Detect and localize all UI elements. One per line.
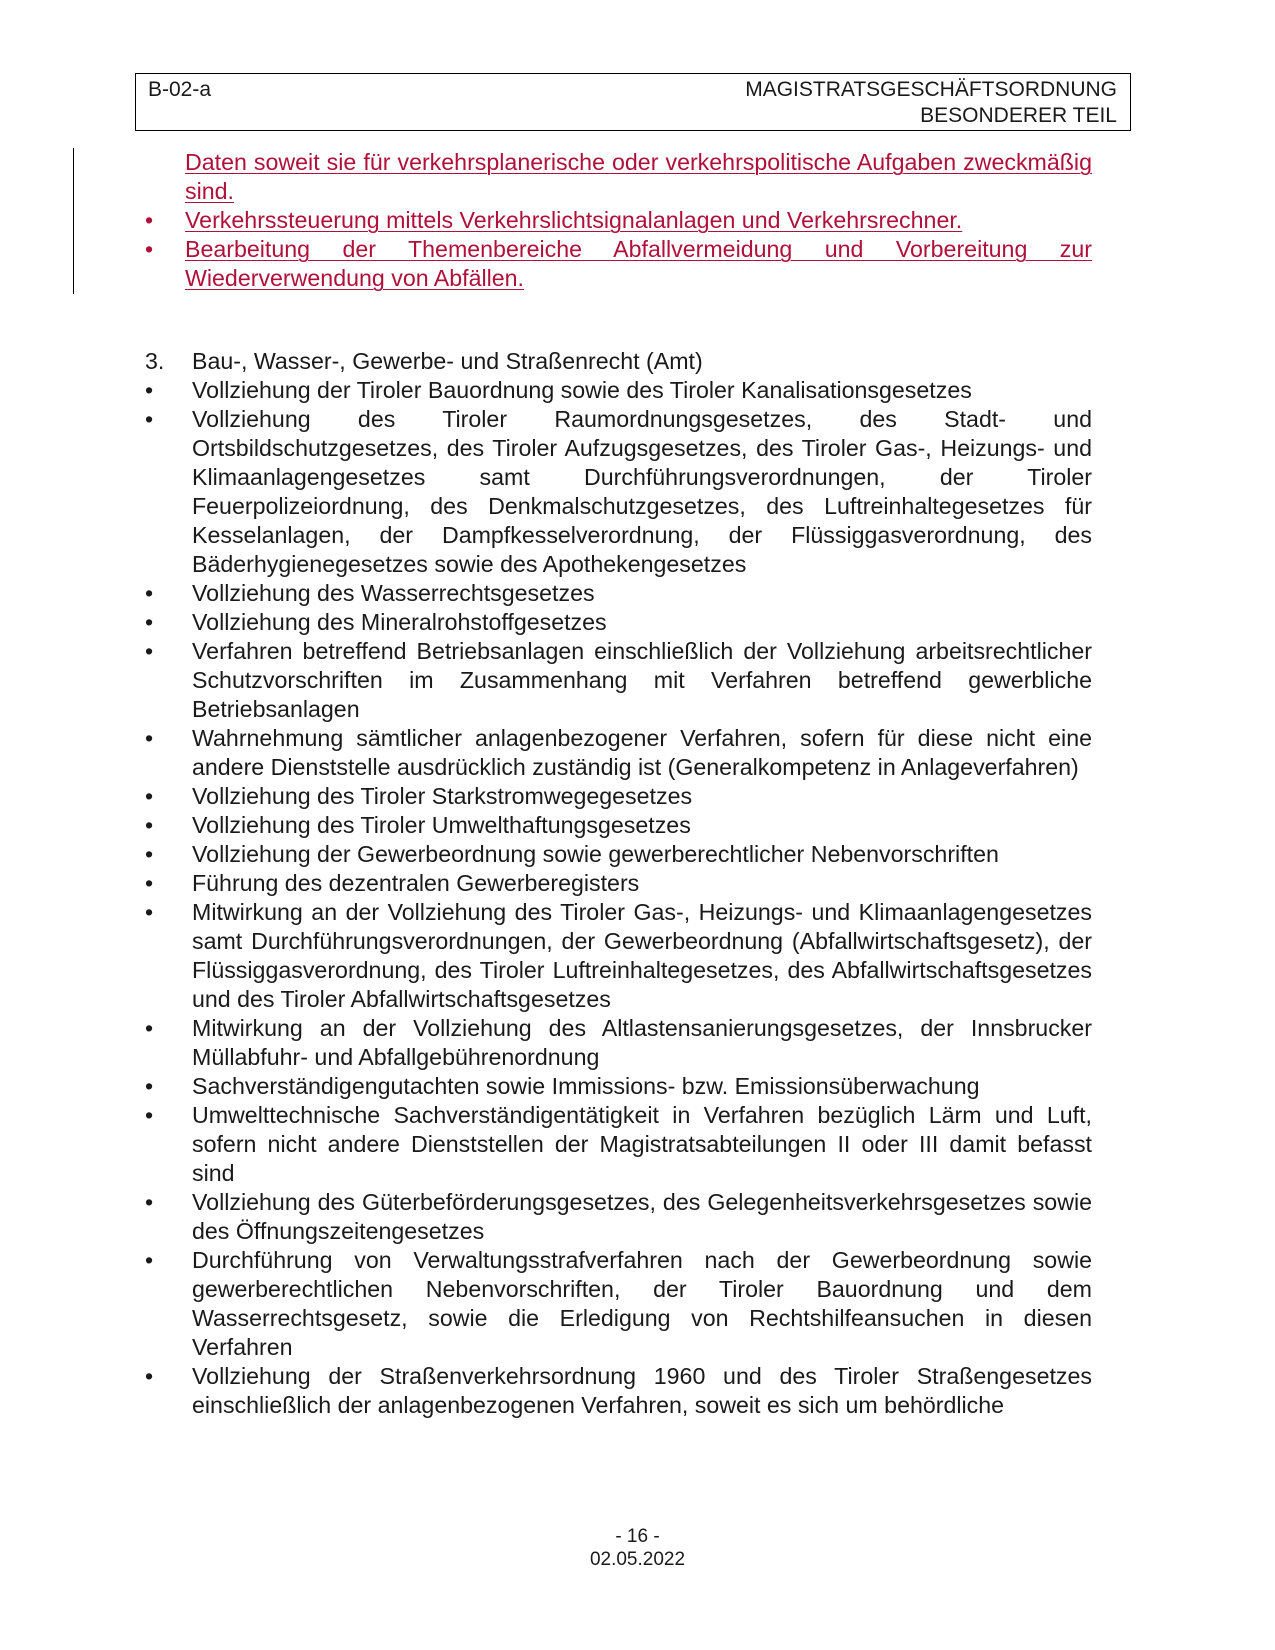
bullet-icon: • xyxy=(145,841,154,867)
section-title: Bau-, Wasser-, Gewerbe- und Straßenrecht (Amt) xyxy=(192,348,703,374)
list-item: • Sachverständigengutachten sowie Immissions- bzw. Emissionsüberwachung xyxy=(145,1073,980,1099)
list-item: • Vollziehung der Gewerbeordnung sowie gewerberechtlicher Nebenvorschriften xyxy=(145,841,999,867)
bullet-icon: • xyxy=(145,1189,154,1215)
section-heading xyxy=(145,347,1092,376)
page-footer xyxy=(0,1525,1275,1571)
list-item: • Vollziehung der Tiroler Bauordnung sowie des Tiroler Kanalisationsgesetzes xyxy=(145,377,972,403)
list-item: • Wahrnehmung sämtlicher anlagenbezogener Verfahren, sofern für diese nicht eine andere Dienststelle ausdrücklich zuständig ist (Generalkompetenz in Anlageverfahren) xyxy=(145,725,1092,780)
bullet-icon: • xyxy=(145,609,154,635)
page-header xyxy=(135,73,1131,131)
list-item: • Vollziehung des Tiroler Umwelthaftungsgesetzes xyxy=(145,812,691,838)
page-number: - 16 - xyxy=(615,1526,660,1547)
revision-change-bar xyxy=(73,148,74,294)
list-item: • Verfahren betreffend Betriebsanlagen einschließlich der Vollziehung arbeitsrechtlicher Schutzvorschriften im Zusammenhang mit Verfahren betreffend gewerbliche Betriebsanlagen xyxy=(145,638,1092,722)
list-item: • Umwelttechnische Sachverständigentätigkeit in Verfahren bezüglich Lärm und Luft, sofern nicht andere Dienststellen der Magistratsabteilungen II oder III damit befasst sind xyxy=(145,1102,1092,1186)
bullet-icon: • xyxy=(145,812,154,838)
bullet-icon: • xyxy=(145,580,154,606)
amended-list xyxy=(145,206,1092,293)
bullet-icon: • xyxy=(145,1073,154,1099)
amended-list-item: • Bearbeitung der Themenbereiche Abfallvermeidung und Vorbereitung zur Wiederverwendung von Abfällen. xyxy=(145,236,1092,291)
amended-text-continuation: Daten soweit sie für verkehrsplanerische oder verkehrspolitische Aufgaben zweckmäßig sind. xyxy=(185,149,1092,204)
amended-list-item: • Verkehrssteuerung mittels Verkehrslichtsignalanlagen und Verkehrsrechner. xyxy=(145,207,963,233)
section-number: 3. xyxy=(145,348,165,374)
document-title xyxy=(745,77,1117,129)
bullet-icon: • xyxy=(145,207,154,233)
bullet-icon: • xyxy=(145,1247,154,1273)
bullet-icon: • xyxy=(145,899,154,925)
list-item: • Vollziehung der Straßenverkehrsordnung 1960 und des Tiroler Straßengesetzes einschließlich der anlagenbezogenen Verfahren, soweit es sich um behördliche xyxy=(145,1363,1092,1418)
list-item: • Vollziehung des Tiroler Raumordnungsgesetzes, des Stadt- und Ortsbildschutzgesetzes, des Tiroler Aufzugsgesetzes, des Tiroler Gas-, Heizungs- und Klimaanlagengesetzes samt Durchführungsverordnungen, der Tiroler Feuerpolizeiordnung, des Denkmalschutzgesetzes, des Luftreinhaltegesetzes für Kesselanlagen, der Dampfkesselverordnung, der Flüssiggasverordnung, des Bäderhygienegesetzes sowie des Apothekengesetzes xyxy=(145,406,1092,577)
document-date: 02.05.2022 xyxy=(589,1549,686,1570)
page-body xyxy=(145,148,1092,1420)
bullet-icon: • xyxy=(145,236,154,262)
list-item: • Vollziehung des Güterbeförderungsgesetzes, des Gelegenheitsverkehrsgesetzes sowie des Öffnungszeitengesetzes xyxy=(145,1189,1092,1244)
bullet-icon: • xyxy=(145,377,154,403)
list-item: • Vollziehung des Tiroler Starkstromwegegesetzes xyxy=(145,783,693,809)
bullet-icon: • xyxy=(145,1363,154,1389)
list-item: • Vollziehung des Wasserrechtsgesetzes xyxy=(145,580,595,606)
list-item: • Vollziehung des Mineralrohstoffgesetzes xyxy=(145,609,607,635)
bullet-icon: • xyxy=(145,406,154,432)
bullet-icon: • xyxy=(145,725,154,751)
bullet-icon: • xyxy=(145,1015,154,1041)
list-item: • Mitwirkung an der Vollziehung des Tiroler Gas-, Heizungs- und Klimaanlagengesetzes samt Durchführungsverordnungen, der Gewerbeordnung (Abfallwirtschaftsgesetz), der Flüssiggasverordnung, des Tiroler Luftreinhaltegesetzes, des Abfallwirtschaftsgesetzes und des Tiroler Abfallwirtschaftsgesetzes xyxy=(145,899,1092,1012)
document-code: B-02-a xyxy=(148,78,212,101)
list-item: • Durchführung von Verwaltungsstrafverfahren nach der Gewerbeordnung sowie gewerberechtlichen Nebenvorschriften, der Tiroler Bauordnung und dem Wasserrechtsgesetz, sowie die Erledigung von Rechtshilfeansuchen in diesen Verfahren xyxy=(145,1247,1092,1360)
document-title-line1: MAGISTRATSGESCHÄFTSORDNUNG xyxy=(745,78,1117,101)
section-task-list xyxy=(145,376,1092,1420)
document-title-line2: BESONDERER TEIL xyxy=(920,104,1117,127)
bullet-icon: • xyxy=(145,638,154,664)
bullet-icon: • xyxy=(145,1102,154,1128)
bullet-icon: • xyxy=(145,870,154,896)
list-item: • Mitwirkung an der Vollziehung des Altlastensanierungsgesetzes, der Innsbrucker Müllabfuhr- und Abfallgebührenordnung xyxy=(145,1015,1092,1070)
list-item: • Führung des dezentralen Gewerberegisters xyxy=(145,870,640,896)
bullet-icon: • xyxy=(145,783,154,809)
